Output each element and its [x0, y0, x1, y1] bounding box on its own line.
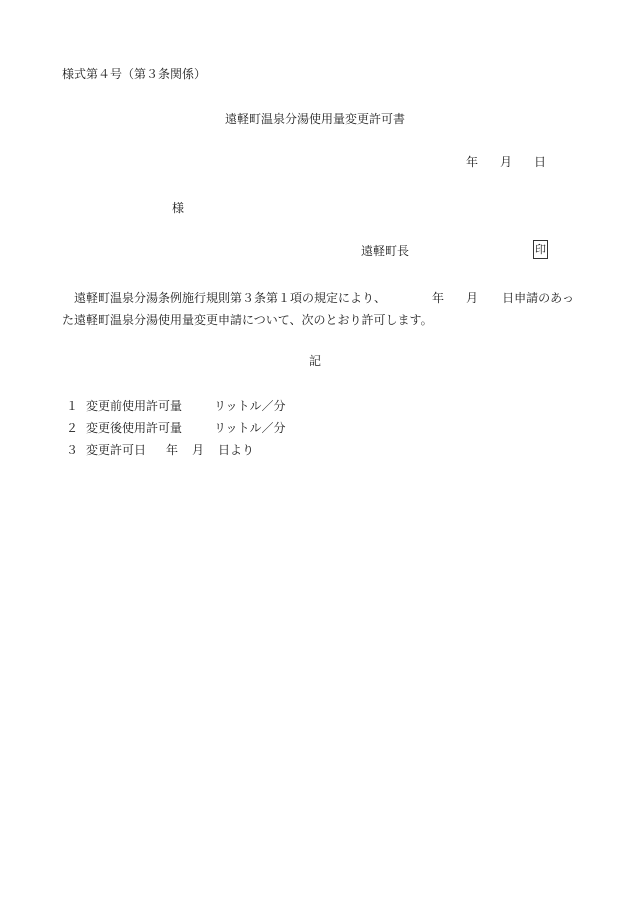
- item-number: ３: [66, 443, 79, 457]
- item-date-day: 日より: [218, 443, 255, 457]
- date-day-label: 日: [534, 155, 547, 169]
- list-item: [66, 417, 286, 439]
- form-number: 様式第４号（第３条関係）: [62, 67, 207, 81]
- date-month-label: 月: [500, 155, 513, 169]
- item-label: 変更許可日: [86, 443, 147, 457]
- item-unit: リットル／分: [214, 399, 286, 413]
- body-paragraph: [62, 287, 574, 331]
- item-number: １: [66, 399, 79, 413]
- list-item: [66, 395, 286, 417]
- body-line-1-text: 遠軽町温泉分湯条例施行規則第３条第１項の規定により、: [74, 291, 387, 305]
- body-line-1-year: 年: [432, 291, 445, 305]
- item-unit: リットル／分: [214, 421, 286, 435]
- date-year-label: 年: [466, 155, 479, 169]
- item-date-month: 月: [192, 443, 205, 457]
- record-mark: 記: [308, 354, 321, 368]
- body-line-2: た遠軽町温泉分湯使用量変更申請について、次のとおり許可します。: [62, 313, 433, 327]
- body-line-1-month: 月: [466, 291, 479, 305]
- addressee-suffix: 様: [172, 201, 185, 215]
- item-number: ２: [66, 421, 79, 435]
- body-line-1: [62, 287, 574, 309]
- list-item: [66, 439, 286, 461]
- issuer-name: 遠軽町長: [361, 244, 410, 258]
- seal-mark: 印: [533, 240, 548, 259]
- item-label: 変更後使用許可量: [86, 421, 183, 435]
- item-date-year: 年: [166, 443, 179, 457]
- document-title: 遠軽町温泉分湯使用量変更許可書: [224, 112, 405, 126]
- item-label: 変更前使用許可量: [86, 399, 183, 413]
- date-line: [466, 154, 546, 170]
- item-list: [66, 395, 286, 461]
- body-line-1-rest: 日申請のあっ: [502, 291, 574, 305]
